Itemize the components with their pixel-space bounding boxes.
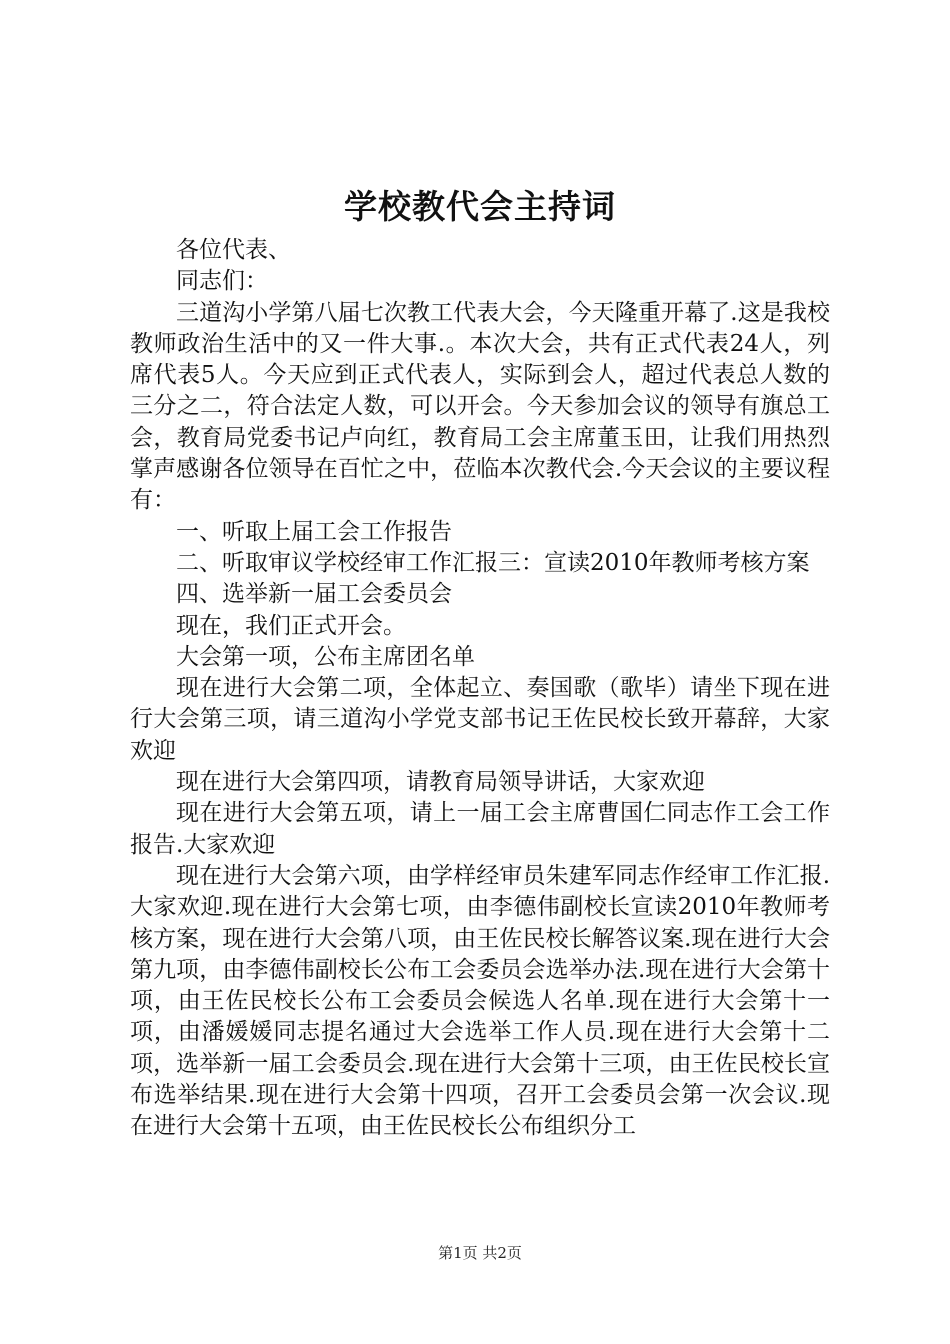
- document-page: [130, 0, 830, 1344]
- page-footer: 第1页 共2页: [438, 1244, 522, 1262]
- document-title: 学校教代会主持词: [344, 187, 616, 226]
- paragraph-start: 现在，我们正式开会。: [176, 612, 406, 639]
- paragraph-opening: 三道沟小学第八届七次教工代表大会，今天隆重开幕了.这是我校教师政治生活中的又一件大事.。本次大会，共有正式代表24人，列席代表5人。今天应到正式代表人，实际到会人，超过代表总人数的三分之二，符合法定人数，可以开会。今天参加会议的领导有旗总工会，教育局党委书记卢向红，教育局工会主席董玉田，让我们用热烈掌声感谢各位领导在百忙之中，莅临本次教代会.今天会议的主要议程有：: [130, 299, 830, 514]
- document-body: [130, 235, 830, 1143]
- paragraph-greeting-1: 各位代表、: [176, 237, 291, 263]
- paragraph-item-6-15: 现在进行大会第六项，由学样经审员朱建军同志作经审工作汇报.大家欢迎.现在进行大会第七项，由李德伟副校长宣读2010年教师考核方案，现在进行大会第八项，由王佐民校长解答议案.现在进行大会第九项，由李德伟副校长公布工会委员会选举办法.现在进行大会第十项，由王佐民校长公布工会委员会候选人名单.现在进行大会第十一项，由潘媛媛同志提名通过大会选举工作人员.现在进行大会第十二项，选举新一届工会委员会.现在进行大会第十三项，由王佐民校长宣布选举结果.现在进行大会第十四项，召开工会委员会第一次会议.现在进行大会第十五项，由王佐民校长公布组织分工: [130, 862, 830, 1140]
- paragraph-agenda-2: 二、听取审议学校经审工作汇报三：宣读2010年教师考核方案: [176, 549, 810, 576]
- paragraph-agenda-1: 一、听取上届工会工作报告: [176, 518, 452, 545]
- paragraph-item-1: 大会第一项，公布主席团名单: [176, 643, 475, 670]
- paragraph-greeting-2: 同志们：: [176, 268, 268, 295]
- paragraph-item-4: 现在进行大会第四项，请教育局领导讲话，大家欢迎: [176, 769, 705, 796]
- paragraph-agenda-4: 四、选举新一届工会委员会: [176, 581, 452, 608]
- paragraph-item-5: 现在进行大会第五项，请上一届工会主席曹国仁同志作工会工作报告.大家欢迎: [130, 800, 830, 858]
- paragraph-item-2-3: 现在进行大会第二项，全体起立、奏国歌（歌毕）请坐下现在进行大会第三项，请三道沟小学党支部书记王佐民校长致开幕辞，大家欢迎: [130, 675, 830, 764]
